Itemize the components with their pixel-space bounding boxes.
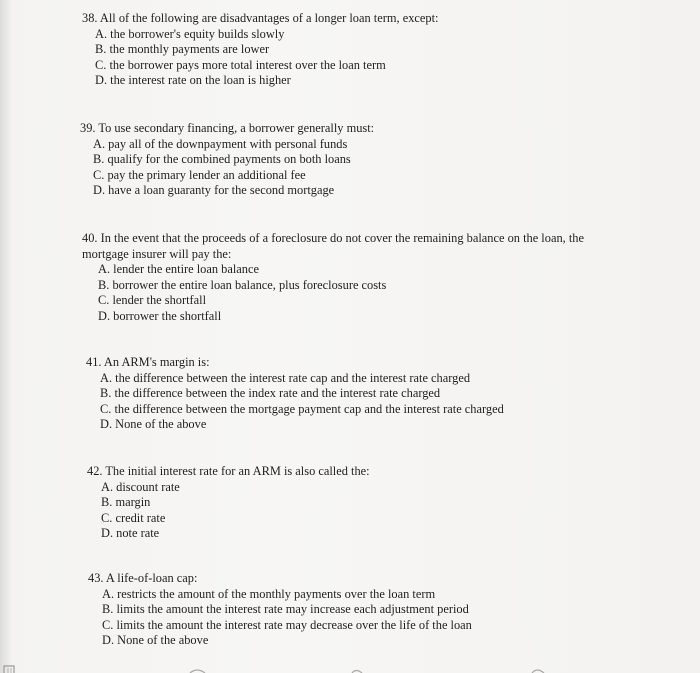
question-38 bbox=[82, 11, 438, 89]
answer-option-b: B. the difference between the index rate and the interest rate charged bbox=[100, 386, 441, 401]
answer-option-b: B. margin bbox=[101, 495, 151, 510]
answer-option-c: C. lender the shortfall bbox=[98, 293, 207, 308]
question-stem: 38. All of the following are disadvantages of a longer loan term, except: bbox=[82, 11, 439, 25]
answer-option-d: D. borrower the shortfall bbox=[98, 308, 222, 323]
question-stem: 40. In the event that the proceeds of a foreclosure do not cover the remaining balance on the loan, the mortgage insurer will pay the: bbox=[82, 231, 584, 261]
question-41 bbox=[86, 355, 504, 433]
answer-option-a: A. lender the entire loan balance bbox=[98, 262, 259, 277]
question-42 bbox=[87, 464, 370, 542]
answer-option-c: C. credit rate bbox=[101, 510, 166, 525]
question-stem: 42. The initial interest rate for an ARM is also called the: bbox=[87, 464, 370, 478]
question-stem: 43. A life-of-loan cap: bbox=[88, 571, 198, 585]
question-43 bbox=[88, 571, 472, 649]
answer-option-b: B. borrower the entire loan balance, plus foreclosure costs bbox=[98, 277, 387, 292]
answer-option-d: D. note rate bbox=[101, 526, 160, 541]
answer-option-a: A. pay all of the downpayment with personal funds bbox=[93, 136, 348, 151]
answer-option-d: D. None of the above bbox=[100, 417, 207, 432]
answer-option-c: C. the borrower pays more total interest over the loan term bbox=[95, 57, 386, 72]
question-39 bbox=[80, 121, 374, 199]
answer-option-c: C. limits the amount the interest rate may decrease over the life of the loan bbox=[102, 617, 472, 632]
answer-option-b: B. the monthly payments are lower bbox=[95, 42, 270, 57]
answer-option-a: A. restricts the amount of the monthly payments over the loan term bbox=[102, 586, 436, 601]
page-edge-shadow bbox=[0, 0, 12, 673]
answer-option-a: A. the borrower's equity builds slowly bbox=[95, 26, 285, 41]
bottom-edge-artifacts bbox=[0, 655, 700, 673]
answer-option-a: A. discount rate bbox=[101, 479, 180, 494]
answer-option-d: D. None of the above bbox=[102, 633, 209, 648]
question-40 bbox=[82, 231, 612, 325]
question-stem: 39. To use secondary financing, a borrower generally must: bbox=[80, 121, 375, 135]
answer-option-d: D. the interest rate on the loan is higher bbox=[95, 73, 291, 88]
question-stem: 41. An ARM's margin is: bbox=[86, 355, 210, 369]
answer-option-d: D. have a loan guaranty for the second mortgage bbox=[93, 183, 335, 198]
answer-option-b: B. limits the amount the interest rate may increase each adjustment period bbox=[102, 602, 469, 617]
answer-option-c: C. the difference between the mortgage payment cap and the interest rate charged bbox=[100, 401, 504, 416]
answer-option-c: C. pay the primary lender an additional fee bbox=[93, 167, 306, 182]
answer-option-b: B. qualify for the combined payments on both loans bbox=[93, 152, 351, 167]
answer-option-a: A. the difference between the interest rate cap and the interest rate charged bbox=[100, 370, 471, 385]
